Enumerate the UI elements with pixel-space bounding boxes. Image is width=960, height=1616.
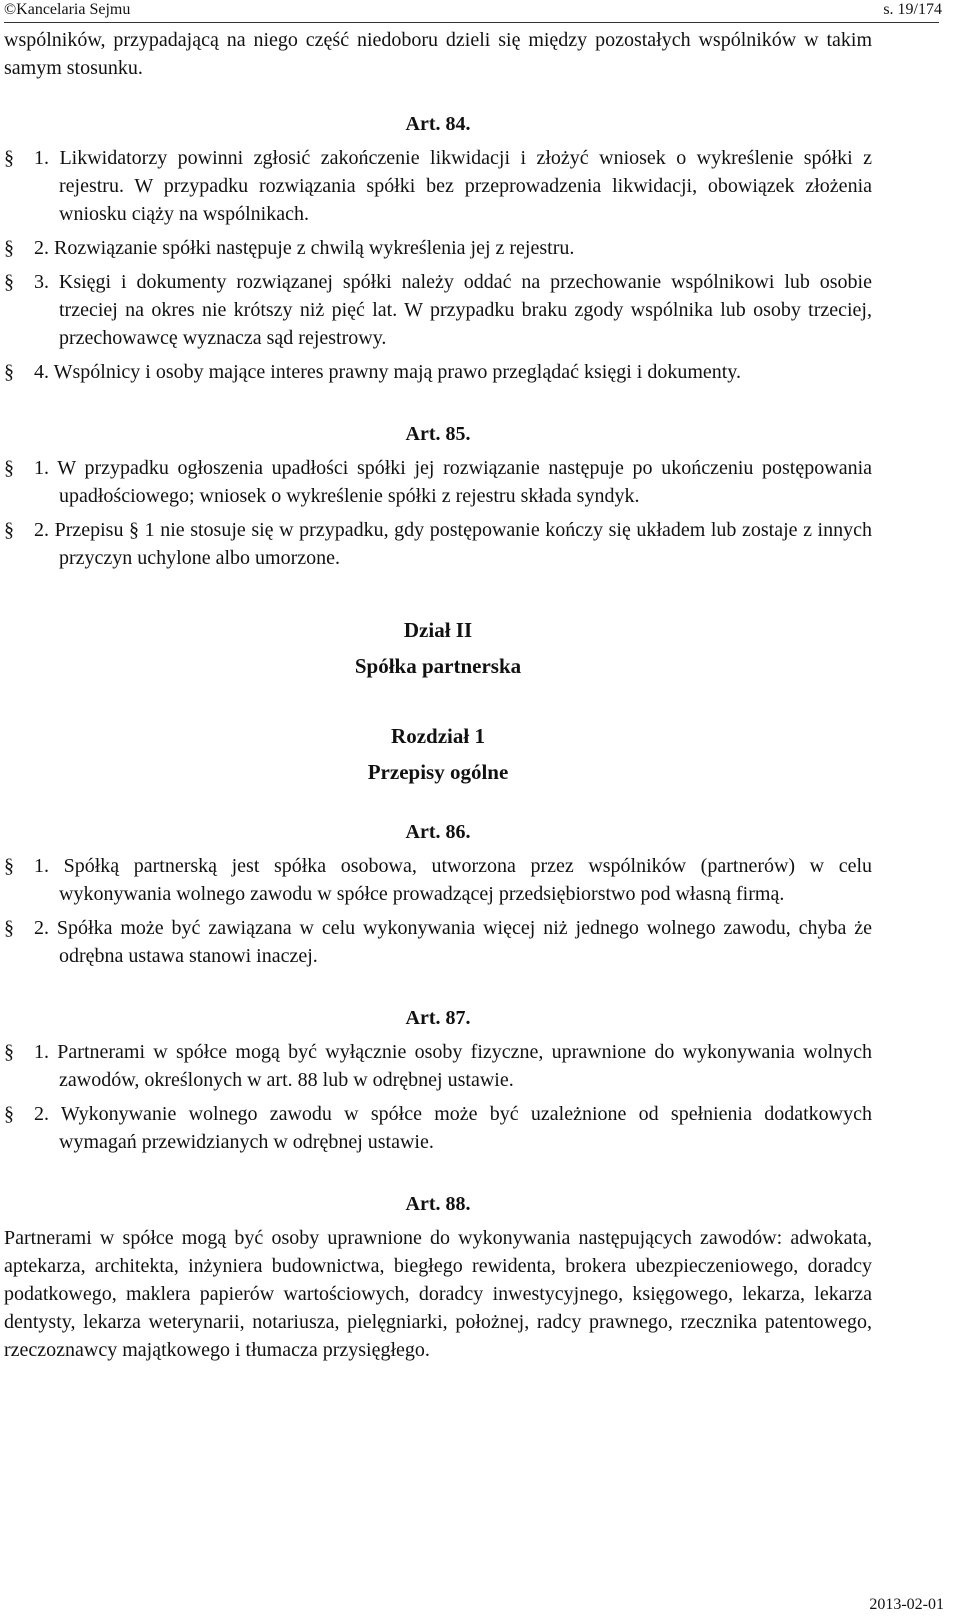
section-sign: § (4, 519, 14, 541)
section-sign: § (4, 147, 14, 169)
art-86-p2: § 2. Spółka może być zawiązana w celu wykonywania więcej niż jednego wolnego zawodu, chyba że odrębna ustawa stanowi inaczej. (4, 914, 872, 970)
art-87-p1: § 1. Partnerami w spółce mogą być wyłącznie osoby fizyczne, uprawnione do wykonywania wolnych zawodów, określonych w art. 88 lub w odrębnej ustawie. (4, 1038, 872, 1094)
art-84-p2: § 2. Rozwiązanie spółki następuje z chwilą wykreślenia jej z rejestru. (4, 234, 872, 262)
chapter-title: Przepisy ogólne (367, 760, 509, 784)
header-source: ©Kancelaria Sejmu (4, 1, 131, 18)
footer-date: 2013-02-01 (869, 1596, 944, 1613)
art-88-title: Art. 88. (405, 1193, 471, 1215)
section-sign: § (4, 271, 14, 293)
art-87-p2: § 2. Wykonywanie wolnego zawodu w spółce może być uzależnione od spełnienia dodatkowych wymagań przewidzianych w odrębnej ustawie. (4, 1100, 872, 1156)
art-85-p2: § 2. Przepisu § 1 nie stosuje się w przypadku, gdy postępowanie kończy się układem lub zostaje z innych przyczyn uchylone albo umorzone. (4, 516, 872, 572)
header-divider (4, 22, 939, 23)
art-85-title: Art. 85. (405, 423, 471, 445)
section-sign: § (4, 1103, 14, 1125)
document-body (4, 26, 872, 1364)
header-page-number: s. 19/174 (883, 1, 942, 18)
division-number: Dział II (403, 618, 473, 642)
division-title: Spółka partnerska (354, 654, 522, 678)
art-88-text: Partnerami w spółce mogą być osoby uprawnione do wykonywania następujących zawodów: adwokata, aptekarza, architekta, inżyniera budownictwa, biegłego rewidenta, brokera ubezpieczeniowego, doradcy podatkowego, maklera papierów wartościowych, doradcy inwestycyjnego, księgowego, lekarza, lekarza dentysty, lekarza weterynarii, notariusza, pielęgniarki, położnej, radcy prawnego, rzecznika patentowego, rzeczoznawcy majątkowego i tłumacza przysięgłego. (4, 1227, 872, 1361)
section-sign: § (4, 237, 14, 259)
art-84-p4: § 4. Wspólnicy i osoby mające interes prawny mają prawo przeglądać księgi i dokumenty. (4, 358, 872, 386)
section-sign: § (4, 855, 14, 877)
art-84-p1: § 1. Likwidatorzy powinni zgłosić zakończenie likwidacji i złożyć wniosek o wykreślenie spółki z rejestru. W przypadku rozwiązania spółki bez przeprowadzenia likwidacji, obowiązek złożenia wniosku ciąży na wspólnikach. (4, 144, 872, 228)
section-sign: § (4, 917, 14, 939)
page-header (4, 0, 956, 20)
intro-text: wspólników, przypadającą na niego część niedoboru dzieli się między pozostałych wspólników w takim samym stosunku. (4, 29, 872, 79)
art-86-title: Art. 86. (405, 821, 471, 843)
art-84-title: Art. 84. (405, 113, 471, 135)
art-85-p1: § 1. W przypadku ogłoszenia upadłości spółki jej rozwiązanie następuje po ukończeniu postępowania upadłościowego; wniosek o wykreślenie spółki z rejestru składa syndyk. (4, 454, 872, 510)
art-84-p3: § 3. Księgi i dokumenty rozwiązanej spółki należy oddać na przechowanie wspólnikowi lub osobie trzeciej na okres nie krótszy niż pięć lat. W przypadku braku zgody wspólnika lub osoby trzeciej, przechowawcę wyznacza sąd rejestrowy. (4, 268, 872, 352)
art-86-p1: § 1. Spółką partnerską jest spółka osobowa, utworzona przez wspólników (partnerów) w celu wykonywania wolnego zawodu w spółce prowadzącej przedsiębiorstwo pod własną firmą. (4, 852, 872, 908)
section-sign: § (4, 1041, 14, 1063)
section-sign: § (4, 361, 14, 383)
chapter-number: Rozdział 1 (391, 724, 485, 748)
art-87-title: Art. 87. (405, 1007, 471, 1029)
section-sign: § (4, 457, 14, 479)
